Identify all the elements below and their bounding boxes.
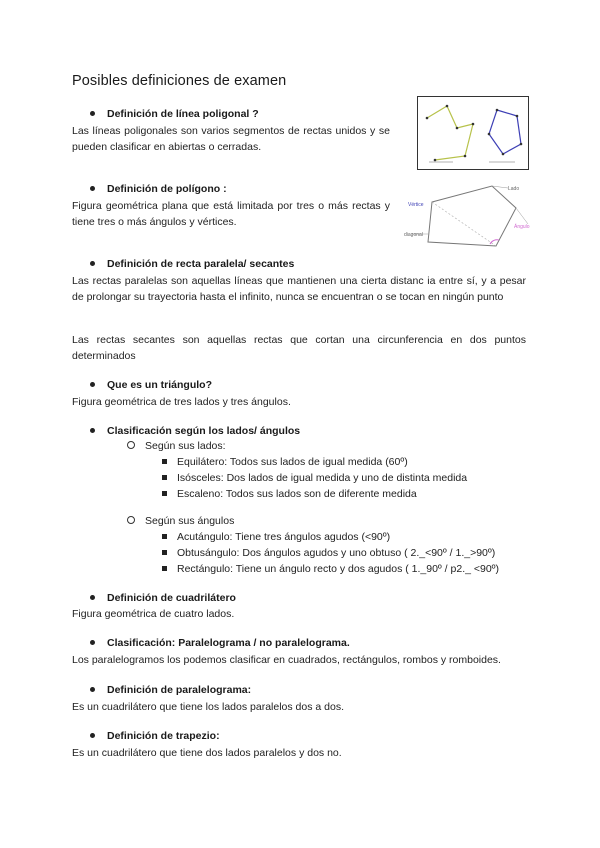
paragraph-linea-poligonal: Las líneas poligonales son varios segmentos de rectas unidos y se pueden clasificar en abiertas o cerradas. [72,125,390,153]
square-bullet-icon [162,459,167,464]
paragraph-paralelogramos: Los paralelogramos los podemos clasificar en cuadrados, rectángulos, rombos y romboides. [72,654,501,666]
polygon-image [404,180,556,254]
label-vertice: Vértice [408,202,424,208]
item-obtusangulo: Obtusángulo: Dos ángulos agudos y uno obtuso ( 2._<90º / 1._>90º) [162,547,495,559]
polygonal-lines-image [417,96,529,170]
heading-triangulo: Que es un triángulo? [90,379,212,391]
heading-trapezio: Definición de trapezio: [90,730,220,742]
item-acutangulo: Acutángulo: Tiene tres ángulos agudos (<90º) [162,531,390,543]
bullet-icon [90,261,95,266]
label-angulo: Ángulo [514,224,530,230]
item-isosceles: Isósceles: Dos lados de igual medida y uno de distinta medida [162,472,467,484]
item-escaleno: Escaleno: Todos sus lados son de diferente medida [162,488,417,500]
item-equilatero: Equilátero: Todos sus lados de igual medida (60º) [162,456,408,468]
label-diagonal: diagonal [404,232,423,238]
square-bullet-icon [162,550,167,555]
bullet-icon [90,428,95,433]
bullet-icon [90,382,95,387]
heading-linea-poligonal: Definición de línea poligonal ? [90,108,259,120]
square-bullet-icon [162,491,167,496]
paragraph-triangulo: Figura geométrica de tres lados y tres ángulos. [72,396,291,408]
paragraph-cuadrilatero: Figura geométrica de cuatro lados. [72,608,235,620]
bullet-icon [90,687,95,692]
sub-segun-lados: Según sus lados: [127,440,226,452]
heading-clasificacion-paralelograma: Clasificación: Paralelograma / no paralelograma. [90,637,350,649]
paragraph-rectas-secantes: Las rectas secantes son aquellas rectas que cortan una circunferencia en dos puntos determinados [72,334,526,362]
item-rectangulo: Rectángulo: Tiene un ángulo recto y dos agudos ( 1._90º / p2._ <90º) [162,563,499,575]
bullet-icon [90,186,95,191]
bullet-icon [90,733,95,738]
sub-segun-angulos: Según sus ángulos [127,515,234,527]
polygon-figure [404,180,556,259]
heading-paralelograma: Definición de paralelograma: [90,684,251,696]
bullet-icon [90,640,95,645]
heading-poligono: Definición de polígono : [90,183,227,195]
heading-cuadrilatero: Definición de cuadrilátero [90,592,236,604]
paragraph-trapezio: Es un cuadrilátero que tiene dos lados paralelos y dos no. [72,747,342,759]
square-bullet-icon [162,475,167,480]
heading-clasificacion-triangulos: Clasificación según los lados/ ángulos [90,425,300,437]
page-title: Posibles definiciones de examen [72,73,287,89]
square-bullet-icon [162,566,167,571]
square-bullet-icon [162,534,167,539]
circle-bullet-icon [127,516,135,524]
label-lado: Lado [508,186,520,192]
circle-bullet-icon [127,441,135,449]
paragraph-poligono: Figura geométrica plana que está limitada por tres o más rectas y tiene tres o más ángulos y vértices. [72,200,390,228]
bullet-icon [90,595,95,600]
bullet-icon [90,111,95,116]
paragraph-paralelograma: Es un cuadrilátero que tiene los lados paralelos dos a dos. [72,701,345,713]
polygonal-lines-figure [417,96,529,175]
heading-recta-paralela: Definición de recta paralela/ secantes [90,258,294,270]
paragraph-rectas-paralelas: Las rectas paralelas son aquellas líneas que mantienen una cierta distanc ia entre sí, y a pesar de prolongar su trayectoria hasta el infinito, nunca se encuentran o se tocan en ningún punto [72,275,526,303]
